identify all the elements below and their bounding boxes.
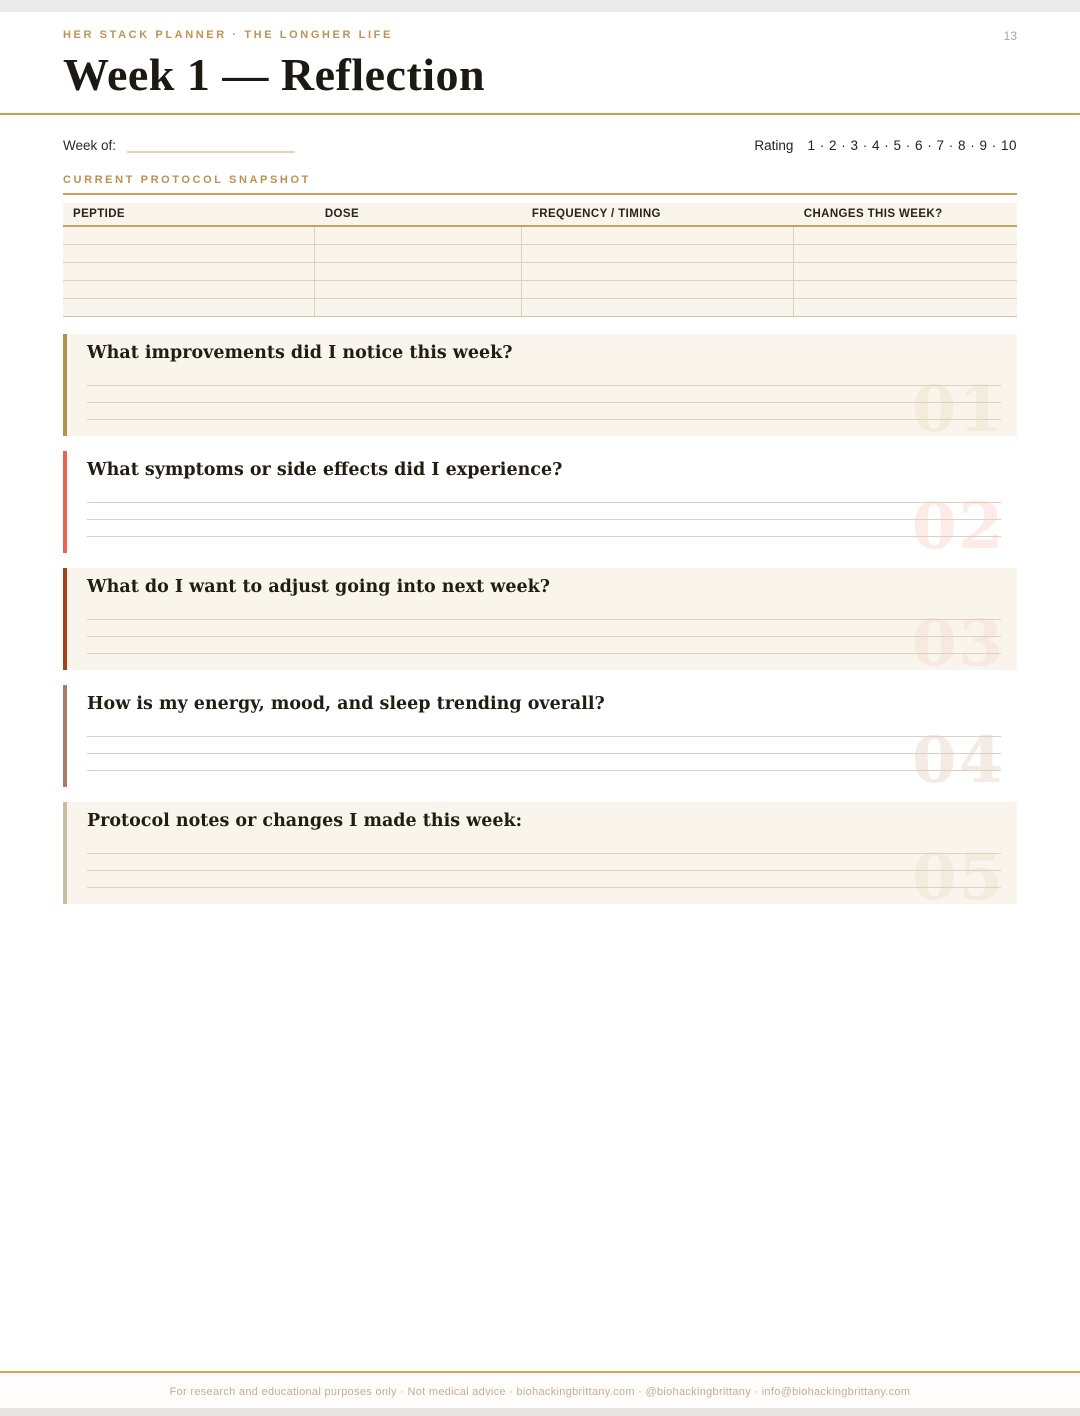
reflection-card (63, 802, 1017, 904)
table-row (63, 245, 1017, 263)
writing-line (87, 771, 1001, 787)
writing-line (87, 537, 1001, 553)
table-blank-cell (794, 245, 1017, 262)
section-question: What do I want to adjust going into next week? (87, 577, 550, 597)
writing-line (87, 620, 1001, 637)
table-blank-cell (522, 281, 794, 298)
writing-line (87, 486, 1001, 503)
table-column-header: FREQUENCY / TIMING (531, 208, 661, 220)
writing-line (87, 503, 1001, 520)
section-number: 03 (911, 605, 1005, 670)
eyebrow-text: HER STACK PLANNER · THE LONGHER LIFE (63, 29, 393, 41)
table-blank-cell (315, 281, 522, 298)
reflection-card (63, 685, 1017, 787)
table-column-header: DOSE (324, 208, 360, 220)
week-of-label: Week of: (63, 138, 117, 153)
table-row (63, 281, 1017, 299)
writing-line (87, 603, 1001, 620)
page-edge-bottom (0, 1408, 1080, 1416)
table-blank-cell (794, 299, 1017, 316)
table-blank-cell (63, 245, 315, 262)
writing-line (87, 637, 1001, 654)
week-of-group (63, 138, 295, 153)
table-blank-cell (63, 227, 315, 244)
table-blank-cell (63, 263, 315, 280)
table-blank-cell (315, 299, 522, 316)
table-blank-cell (63, 281, 315, 298)
footer-disclaimer: For research and educational purposes only · Not medical advice · biohackingbrittany.com · @biohackingbrittany · info@biohackingbrittany.com (169, 1386, 911, 1398)
writing-line (87, 754, 1001, 771)
table-blank-cell (794, 227, 1017, 244)
writing-line (87, 403, 1001, 420)
writing-line (87, 854, 1001, 871)
writing-line (87, 737, 1001, 754)
writing-line (87, 654, 1001, 670)
snapshot-divider (63, 193, 1017, 195)
writing-line (87, 369, 1001, 386)
eyebrow-row (63, 29, 1017, 43)
table-blank-cell (794, 263, 1017, 280)
table-body (63, 227, 1017, 317)
table-header-row (63, 203, 1017, 227)
table-blank-cell (522, 299, 794, 316)
section-question: How is my energy, mood, and sleep trending overall? (87, 694, 605, 714)
page-number: 13 (1003, 29, 1017, 43)
table-column-header: PEPTIDE (73, 208, 126, 220)
writing-line (87, 420, 1001, 436)
reflection-card (63, 568, 1017, 670)
table-row (63, 227, 1017, 245)
section-question: What symptoms or side effects did I experience? (87, 460, 563, 480)
writing-line (87, 837, 1001, 854)
writing-line (87, 871, 1001, 888)
section-number: 04 (911, 722, 1005, 787)
writing-line (87, 520, 1001, 537)
table-blank-cell (522, 227, 794, 244)
reflection-card (63, 451, 1017, 553)
table-blank-cell (315, 263, 522, 280)
header (0, 12, 1080, 98)
table-blank-cell (63, 299, 315, 316)
page-title: Week 1 — Reflection (63, 49, 486, 100)
protocol-snapshot-table (63, 203, 1017, 317)
writing-line (87, 720, 1001, 737)
page-edge-top (0, 0, 1080, 12)
writing-line (87, 386, 1001, 403)
snapshot-heading: CURRENT PROTOCOL SNAPSHOT (63, 174, 311, 186)
table-blank-cell (522, 245, 794, 262)
header-divider (0, 113, 1080, 115)
reflection-sections (63, 334, 1017, 904)
rating-scale: 1 · 2 · 3 · 4 · 5 · 6 · 7 · 8 · 9 · 10 (807, 138, 1017, 153)
section-question: Protocol notes or changes I made this week: (87, 811, 523, 831)
table-row (63, 263, 1017, 281)
footer (0, 1371, 1080, 1408)
table-blank-cell (522, 263, 794, 280)
section-number: 05 (911, 839, 1005, 904)
rating-label: Rating (754, 138, 794, 153)
table-row (63, 299, 1017, 317)
meta-row (63, 138, 1017, 153)
table-column-header: CHANGES THIS WEEK? (803, 208, 943, 220)
section-question: What improvements did I notice this week? (87, 343, 513, 363)
writing-line (87, 888, 1001, 904)
section-number: 01 (911, 371, 1005, 436)
table-blank-cell (794, 281, 1017, 298)
reflection-card (63, 334, 1017, 436)
table-blank-cell (315, 245, 522, 262)
rating-group (754, 138, 1017, 153)
table-blank-cell (315, 227, 522, 244)
section-number: 02 (911, 488, 1005, 553)
week-of-blank-field (127, 139, 295, 153)
